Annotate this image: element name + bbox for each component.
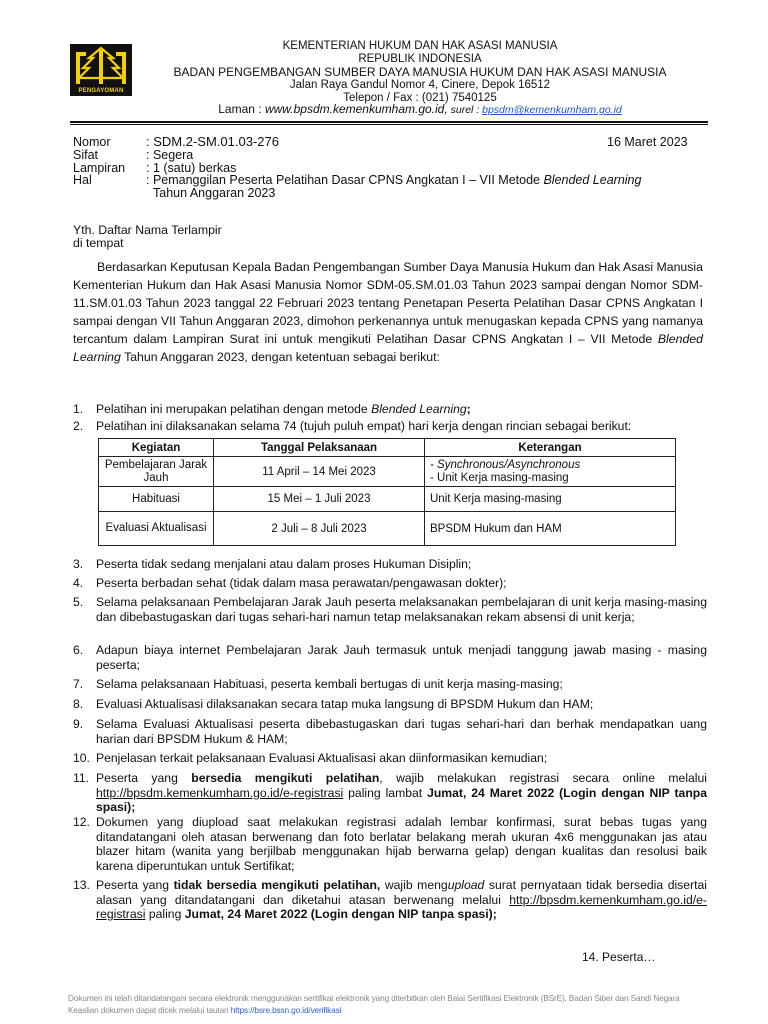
kegiatan-cell: Pembelajaran Jarak Jauh [99,457,214,487]
header-divider [70,121,708,123]
sifat-value: : Segera [146,148,194,162]
list-item: 3. Peserta tidak sedang menjalani atau dalam proses Hukuman Disiplin; [73,557,472,571]
list-item: 7. Selama pelaksanaan Habituasi, peserta kembali bertugas di unit kerja masing-masing; [73,677,563,691]
addressee-place: di tempat [73,236,124,250]
list-item: 13. Peserta yang tidak bersedia mengikuti pelatihan, wajib mengupload surat pernyataan tidak bersedia disertai alasan yang ditandatangani dan diketahui atasan berwenang melalui http://bpsdm.kemenkumham.go.id/e-registrasi paling Jumat, 24 Maret 2022 (Login dengan NIP tanpa spasi); [73,878,707,921]
email-link[interactable]: bpsdm@kemenkumham.go.id [482,104,622,116]
letter-date: 16 Maret 2023 [607,135,688,149]
lampiran-label: Lampiran [73,161,126,175]
table-header-row [99,439,676,457]
letterhead-ministry: KEMENTERIAN HUKUM DAN HAK ASASI MANUSIA [282,40,558,52]
list-item: 12. Dokumen yang diupload saat melakukan registrasi adalah lembar konfirmasi, surat bebas tugas yang ditandatangani oleh atasan berwenang dan foto berlatar belakang merah ukuran 4x6 menggunakan jas atau blazer hitam (wanita yang berjilbab menggunakan hijab berwarna gelap) dengan kualitas dan resolusi baik karena diperuntukan untuk Sertifikat; [73,815,707,873]
keterangan-cell: BPSDM Hukum dan HAM [425,512,676,546]
table-row [99,487,676,512]
verification-link[interactable]: https://bsre.bssn.go.id/verifikasi [230,1005,342,1015]
list-item: 8. Evaluasi Aktualisasi dilaksanakan secara tatap muka langsung di BPSDM Hukum dan HAM; [73,697,594,711]
email-label: surel : [447,104,483,116]
list-item: 2. Pelatihan ini dilaksanakan selama 74 (tujuh puluh empat) hari kerja dengan rincian sebagai berikut: [73,419,632,433]
opening-paragraph: Berdasarkan Keputusan Kepala Badan Pengembangan Sumber Daya Manusia Hukum dan Hak Asasi Manusia Kementerian Hukum dan Hak Asasi Manusia Nomor SDM-05.SM.01.03 Tahun 2023 sampai dengan Nomor SDM-11.SM.01.03 Tahun 2023 tanggal 22 Februari 2023 tentang Penetapan Peserta Pelatihan Dasar CPNS Angkatan I sampai dengan VII Tahun Anggaran 2023, dimohon perkenannya untuk menugaskan kepada CPNS yang namanya tercantum dalam Lampiran Surat ini untuk mengikuti Pelatihan Dasar CPNS Angkatan I – VII Metode Blended Learning Tahun Anggaran 2023, dengan ketentuan sebagai berikut: [73,260,703,364]
verification-notice: Keaslian dokumen dapat dicek melalui tautan https://bsre.bssn.go.id/verifikasi [68,1005,342,1015]
list-item: 11. Peserta yang bersedia mengikuti pelatihan, wajib melakukan registrasi secara online melalui http://bpsdm.kemenkumham.go.id/e-registrasi paling lambat Jumat, 24 Maret 2022 (Login dengan NIP tanpa spasi); [73,771,708,814]
list-item: 6. Adapun biaya internet Pembelajaran Jarak Jauh termasuk untuk menjadi tanggung jawab masing - masing peserta; [73,643,707,672]
keterangan-cell: Unit Kerja masing-masing [425,487,676,512]
e-registrasi-link[interactable]: http://bpsdm.kemenkumham.go.id/e-registrasi [96,785,344,800]
website-label: Laman : [218,102,265,116]
keterangan-cell: - Synchronous/Asynchronous - Unit Kerja masing-masing [425,457,676,487]
lampiran-value: : 1 (satu) berkas [146,161,237,175]
letterhead-phone: Telepon / Fax : (021) 7540125 [343,92,497,104]
addressee [73,224,222,250]
hal-value: : Pemanggilan Peserta Pelatihan Dasar CPNS Angkatan I – VII Metode Blended Learning [146,173,642,187]
ministry-logo [70,44,132,96]
header-divider-thin [70,124,708,125]
list-item: 9. Selama Evaluasi Aktualisasi peserta dibebastugaskan dari tugas sehari-hari dan berhak mendapatkan uang harian dari BPSDM Hukum & HAM; [73,717,707,746]
column-header: Keterangan [425,439,676,457]
hal-label: Hal [73,173,92,187]
list-item: 1. Pelatihan ini merupakan pelatihan dengan metode Blended Learning; [73,402,471,416]
esign-footer [68,992,708,1016]
column-header: Tanggal Pelaksanaan [214,439,425,457]
schedule-table [98,438,676,546]
table-row [99,512,676,546]
tanggal-cell: 11 April – 14 Mei 2023 [214,457,425,487]
logo-caption: PENGAYOMAN [78,88,124,94]
tanggal-cell: 15 Mei – 1 Juli 2023 [214,487,425,512]
nomor-label: Nomor [73,135,111,149]
letterhead-address: Jalan Raya Gandul Nomor 4, Cinere, Depok 16512 [289,79,551,91]
e-registrasi-link[interactable]: http://bpsdm.kemenkumham.go.id/e-registrasi [96,892,707,921]
kegiatan-cell: Habituasi [99,487,214,512]
list-item: 5. Selama pelaksanaan Pembelajaran Jarak Jauh peserta melaksanakan pembelajaran di unit kerja masing-masing dan dibebastugaskan dari tugas sehari-hari namun tetap melaksanakan rekam absensi di unit kerja; [73,595,707,624]
esign-notice: Dokumen ini telah ditandatangani secara elektronik menggunakan sertifikat elektronik yang diterbitkan oleh Balai Sertifikasi Elektronik (BSrE), Badan Siber dan Sandi Negara [68,993,680,1003]
sifat-label: Sifat [73,148,99,162]
website-link[interactable]: www.bpsdm.kemenkumham.go.id, [264,102,448,116]
list-item: 10. Penjelasan terkait pelaksanaan Evaluasi Aktualisasi akan diinformasikan kemudian; [73,751,548,765]
tanggal-cell: 2 Juli – 8 Juli 2023 [214,512,425,546]
kegiatan-cell: Evaluasi Aktualisasi [99,512,214,546]
letterhead-republic: REPUBLIK INDONESIA [358,53,482,65]
hal-value-cont: Tahun Anggaran 2023 [153,186,276,200]
addressee-name: Yth. Daftar Nama Terlampir [73,223,222,237]
table-row [99,457,676,487]
column-header: Kegiatan [99,439,214,457]
continuation-note: 14. Peserta… [582,950,656,964]
letterhead-contact [140,103,700,117]
letterhead-agency: BADAN PENGEMBANGAN SUMBER DAYA MANUSIA HUKUM DAN HAK ASASI MANUSIA [173,65,667,79]
nomor-value: : SDM.2-SM.01.03-276 [146,134,279,149]
list-item: 4. Peserta berbadan sehat (tidak dalam masa perawatan/pengawasan dokter); [73,576,507,590]
